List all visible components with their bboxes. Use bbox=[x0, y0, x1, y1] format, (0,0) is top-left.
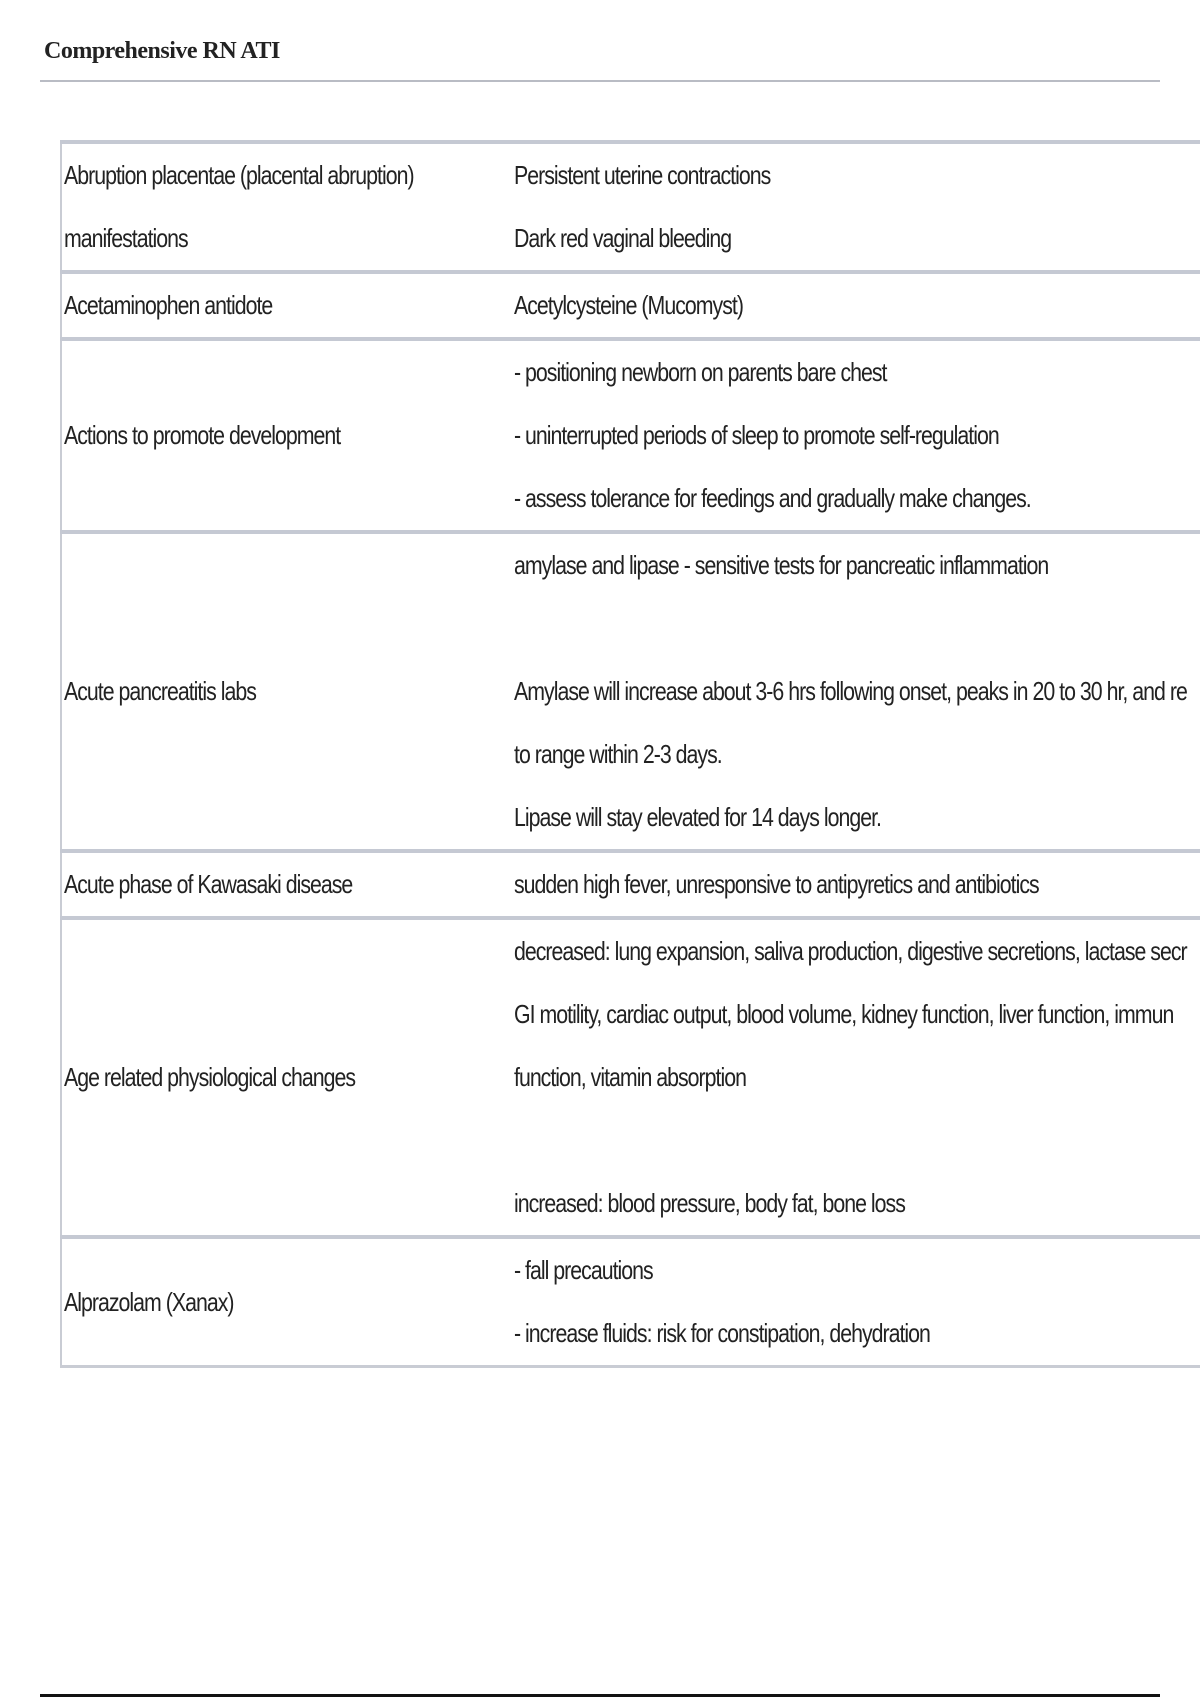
definition-line: Acetylcysteine (Mucomyst) bbox=[514, 290, 744, 320]
definition-line: - uninterrupted periods of sleep to promote self-regulation bbox=[514, 420, 1000, 450]
definition-line: Dark red vaginal bleeding bbox=[514, 223, 732, 253]
flashcard-row bbox=[61, 339, 1200, 532]
flashcard-definition bbox=[490, 339, 1200, 532]
term-line: Abruption placentae (placental abruption) bbox=[64, 160, 414, 190]
flashcard-term bbox=[61, 918, 490, 1237]
flashcard-term bbox=[61, 851, 490, 918]
term-line: manifestations bbox=[64, 223, 188, 253]
term-line: Age related physiological changes bbox=[64, 1062, 356, 1092]
term-line: Alprazolam (Xanax) bbox=[64, 1286, 234, 1317]
flashcard-row bbox=[61, 918, 1200, 1237]
definition-line: - assess tolerance for feedings and gradually make changes. bbox=[514, 483, 1032, 513]
flashcard-definition bbox=[490, 532, 1200, 851]
flashcard-definition bbox=[490, 918, 1200, 1237]
flashcard-row bbox=[61, 532, 1200, 851]
flashcard-term bbox=[61, 142, 490, 272]
definition-line: amylase and lipase - sensitive tests for pancreatic inflammation bbox=[514, 550, 1049, 580]
flashcard-row bbox=[61, 272, 1200, 339]
definition-line: - increase fluids: risk for constipation, dehydration bbox=[514, 1318, 931, 1348]
flashcard-term bbox=[61, 1237, 490, 1367]
flashcard-definition bbox=[490, 142, 1200, 272]
definition-line: Amylase will increase about 3-6 hrs following onset, peaks in 20 to 30 hr, and re bbox=[514, 676, 1188, 706]
definition-line: increased: blood pressure, body fat, bone loss bbox=[514, 1188, 906, 1218]
term-line: Acute phase of Kawasaki disease bbox=[64, 869, 353, 899]
term-line: Acetaminophen antidote bbox=[64, 290, 273, 320]
definition-line: Lipase will stay elevated for 14 days longer. bbox=[514, 802, 882, 832]
definition-line: to range within 2-3 days. bbox=[514, 739, 723, 769]
flashcard-term bbox=[61, 272, 490, 339]
flashcard-term bbox=[61, 339, 490, 532]
flashcard-term bbox=[61, 532, 490, 851]
flashcard-table bbox=[60, 140, 1200, 1368]
definition-line bbox=[514, 597, 1187, 660]
flashcard-definition bbox=[490, 851, 1200, 918]
term-line: Acute pancreatitis labs bbox=[64, 676, 256, 706]
flashcard-definition bbox=[490, 272, 1200, 339]
document-title: Comprehensive RN ATI bbox=[44, 38, 280, 64]
definition-line bbox=[514, 1109, 1187, 1172]
definition-line: - positioning newborn on parents bare chest bbox=[514, 357, 887, 387]
flashcard-row bbox=[61, 142, 1200, 272]
definition-line: decreased: lung expansion, saliva production, digestive secretions, lactase secr bbox=[514, 936, 1187, 966]
definition-line: function, vitamin absorption bbox=[514, 1062, 747, 1092]
definition-line: GI motility, cardiac output, blood volume, kidney function, liver function, immun bbox=[514, 999, 1174, 1029]
definition-line: Persistent uterine contractions bbox=[514, 160, 771, 190]
flashcard-definition bbox=[490, 1237, 1200, 1367]
header-divider bbox=[40, 80, 1160, 82]
flashcard-row bbox=[61, 851, 1200, 918]
flashcard-row bbox=[61, 1237, 1200, 1367]
footer-divider bbox=[40, 1694, 1160, 1697]
definition-line: sudden high fever, unresponsive to antipyretics and antibiotics bbox=[514, 869, 1040, 899]
term-line: Actions to promote development bbox=[64, 420, 341, 450]
definition-line: - fall precautions bbox=[514, 1255, 654, 1285]
